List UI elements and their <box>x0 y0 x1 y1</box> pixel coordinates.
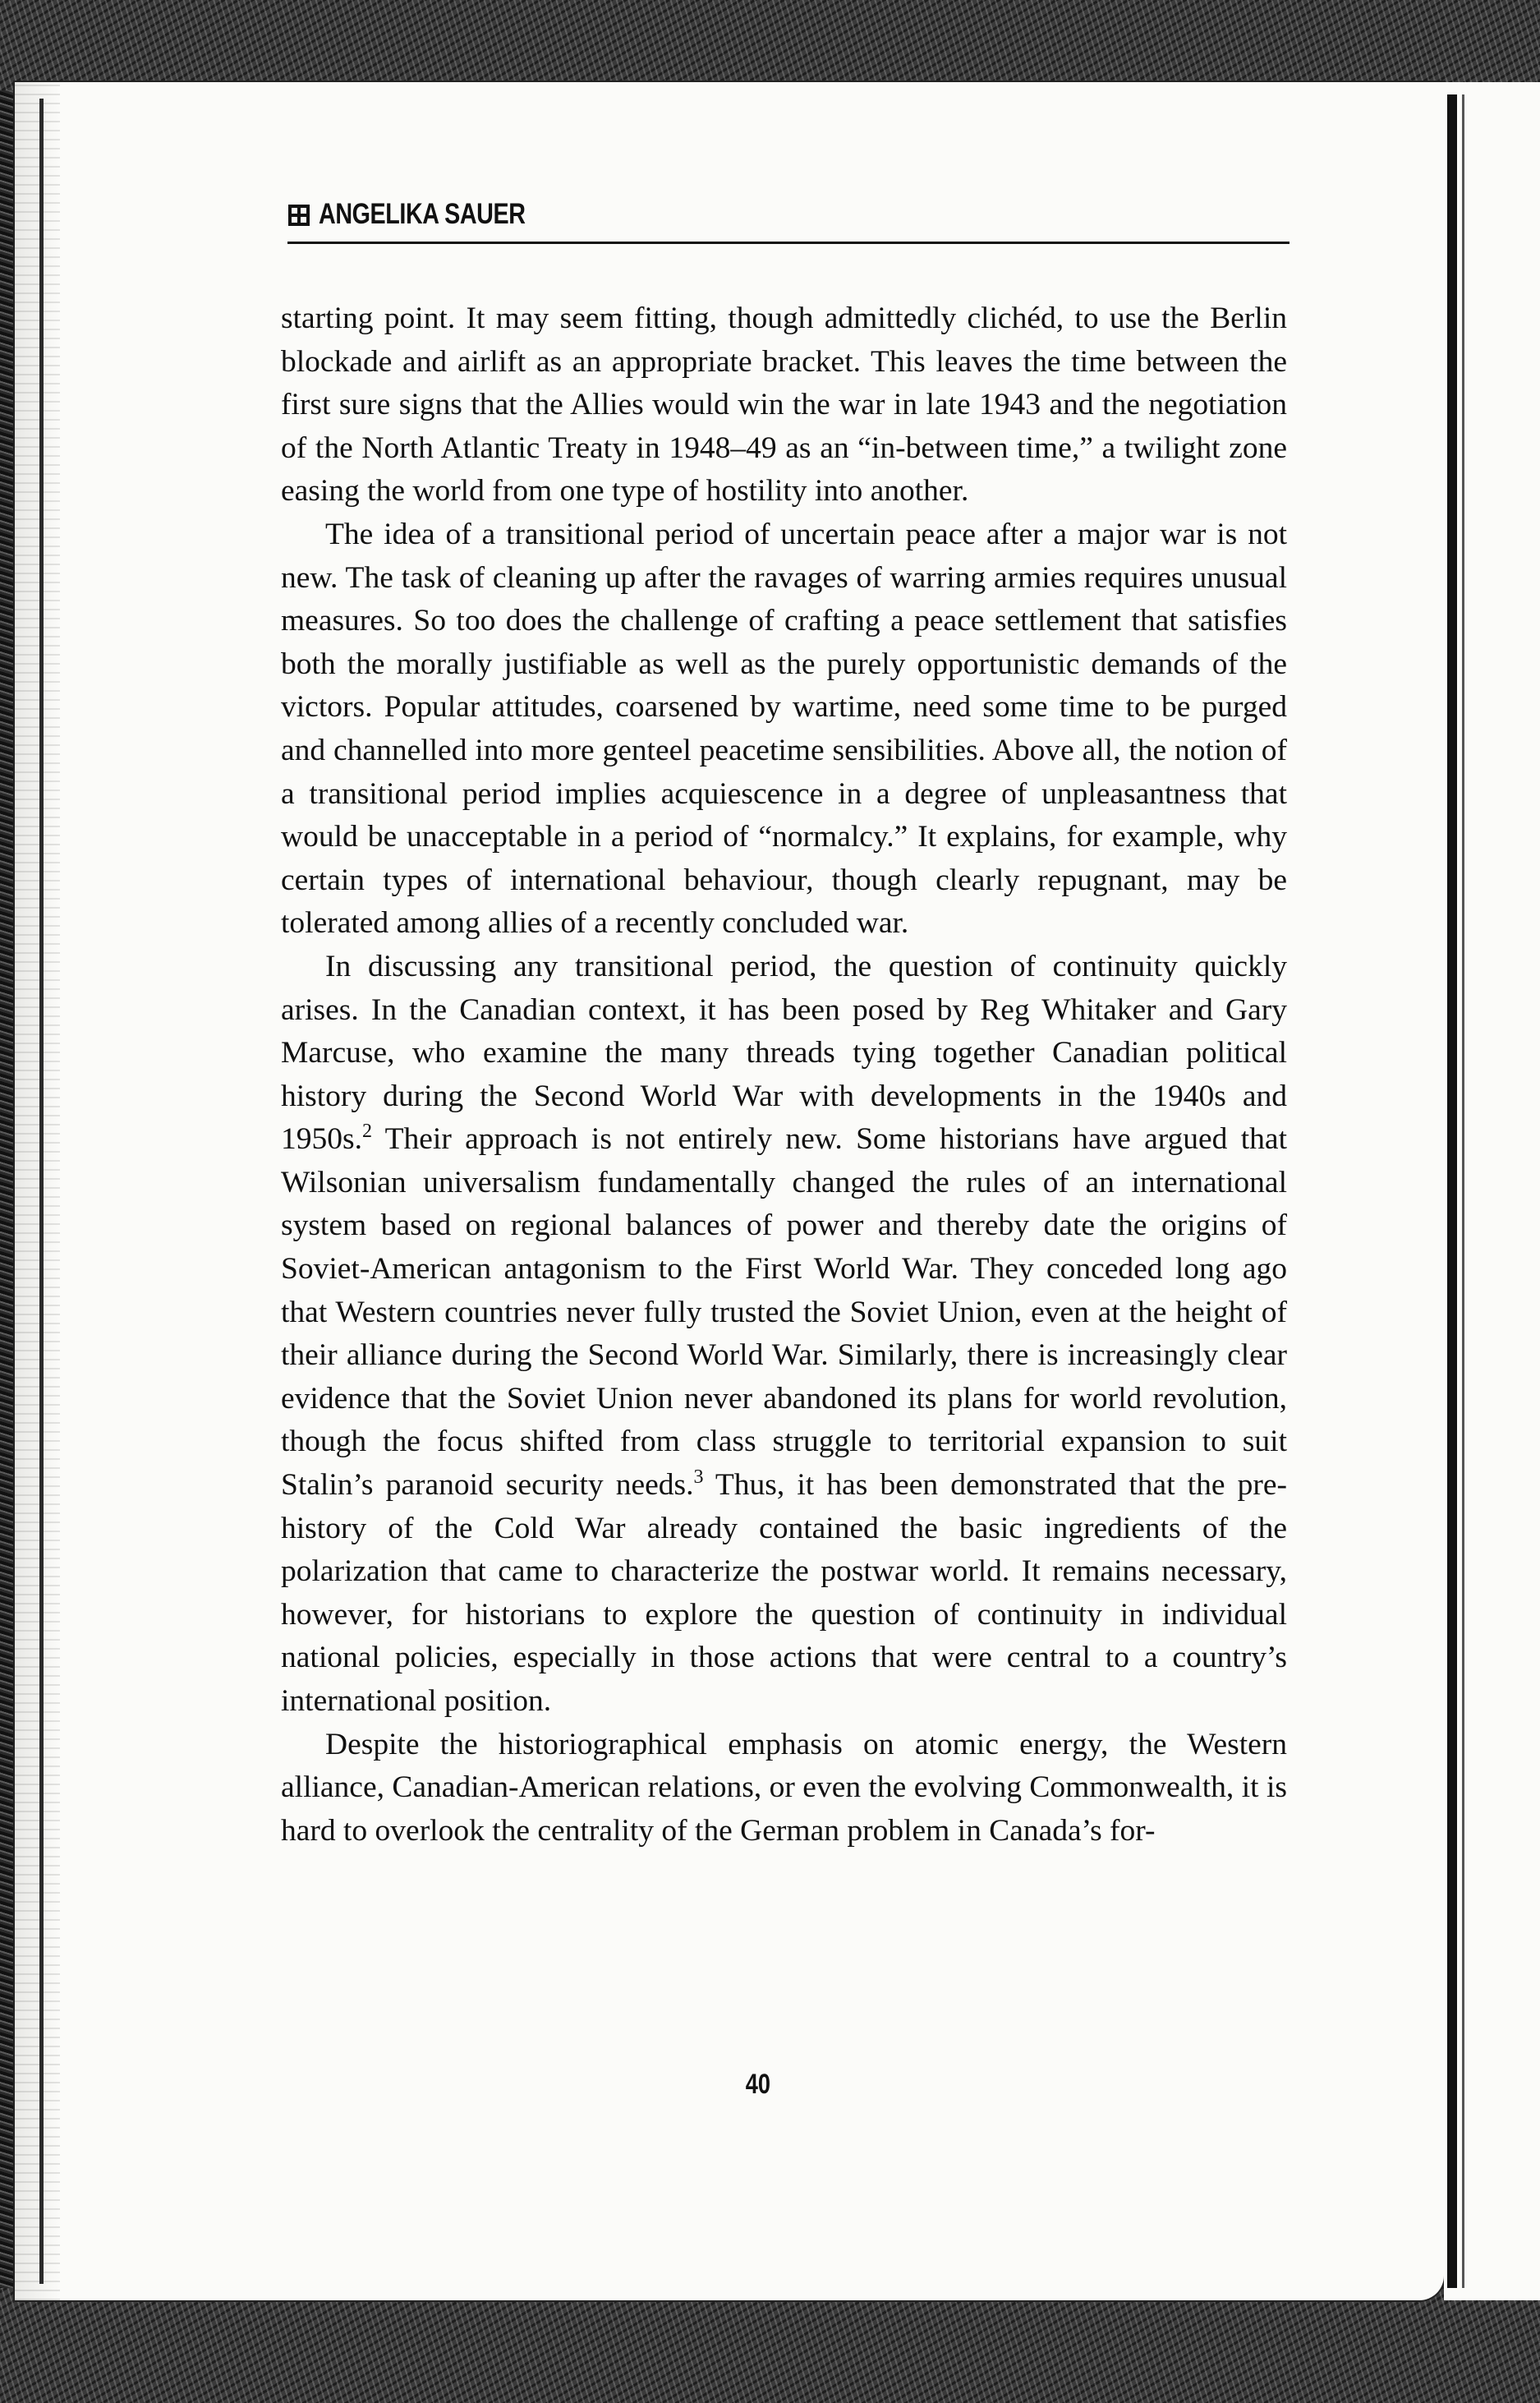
running-head <box>287 194 1289 244</box>
paragraph-4: Despite the historiographical emphasis on atomic energy, the Western alliance, Canadian-American relations, or even the evolving Commonwealth, it is hard to overlook the centrality of the German problem in Canada’s for- <box>281 1727 1287 1848</box>
body-text <box>281 297 1287 1853</box>
boxed-ornament-icon <box>287 197 310 220</box>
page-number <box>0 2069 1540 2101</box>
paragraph-3-part-3: Thus, it has been demonstrated that the pre-history of the Cold War already contained the basic ingredients of the polarization that came to characterize the postwar world. It remains necessary, however, for historians to explore the question of continuity in individual national policies, especially in those actions that were central to a country’s international position. <box>281 1468 1287 1718</box>
running-head-author: ANGELIKA SAUER <box>319 198 526 230</box>
scan-border-bottom <box>0 2288 1540 2403</box>
footnote-ref-2[interactable]: 2 <box>361 1121 372 1143</box>
gutter-line <box>1447 94 1457 2288</box>
paragraph-3-part-2: Their approach is not entirely new. Some historians have argued that Wilsonian universalism fundamentally changed the rules of an international system based on regional balances of power and thereby date the origins of Soviet-American antagonism to the First World War. They conceded long ago that Western countries never fully trusted the Soviet Union, even at the height of their alliance during the Second World War. Similarly, there is increasingly clear evidence that the Soviet Union never abandoned its plans for world revolution, though the focus shifted from class struggle to territorial expansion to suit Stalin’s paranoid security needs. <box>281 1122 1287 1503</box>
binding-line <box>39 99 44 2284</box>
page-binding-edge <box>15 82 60 2300</box>
paragraph-3 <box>281 946 1287 1724</box>
gutter-line-thin <box>1462 94 1464 2288</box>
footnote-ref-3[interactable]: 3 <box>693 1466 704 1489</box>
page-number-text: 40 <box>745 2069 770 2100</box>
paragraph-1: starting point. It may seem fitting, though admittedly clichéd, to use the Berlin blockade and airlift as an appropriate bracket. This leaves the time between the first sure signs that the Allies would win the war in late 1943 and the negotiation of the North Atlantic Treaty in 1948–49 as an “in-between time,” a twilight zone easing the world from one type of hostility into another. <box>281 302 1287 509</box>
paragraph-2: The idea of a transitional period of uncertain peace after a major war is not new. The task of cleaning up after the ravages of warring armies requires unusual measures. So too does the challenge of crafting a peace settlement that satisfies both the morally justifiable as well as the purely opportunistic demands of the victors. Popular attitudes, coarsened by wartime, need some time to be purged and channelled into more genteel peacetime sensibilities. Above all, the notion of a transitional period implies acquiescence in a degree of unpleasantness that would be unacceptable in a period of “normalcy.” It explains, for example, why certain types of international behaviour, though clearly repugnant, may be tolerated among allies of a recently concluded war. <box>281 517 1287 941</box>
scan-border-top <box>0 0 1540 90</box>
paragraph-3-part-1: In discussing any transitional period, the question of continuity quickly arises. In the Canadian context, it has been posed by Reg Whitaker and Gary Marcuse, who examine the many threads tying together Canadian political history during the Second World War with developments in the 1940s and 1950s. <box>281 949 1287 1157</box>
facing-page-edge <box>1444 82 1540 2300</box>
